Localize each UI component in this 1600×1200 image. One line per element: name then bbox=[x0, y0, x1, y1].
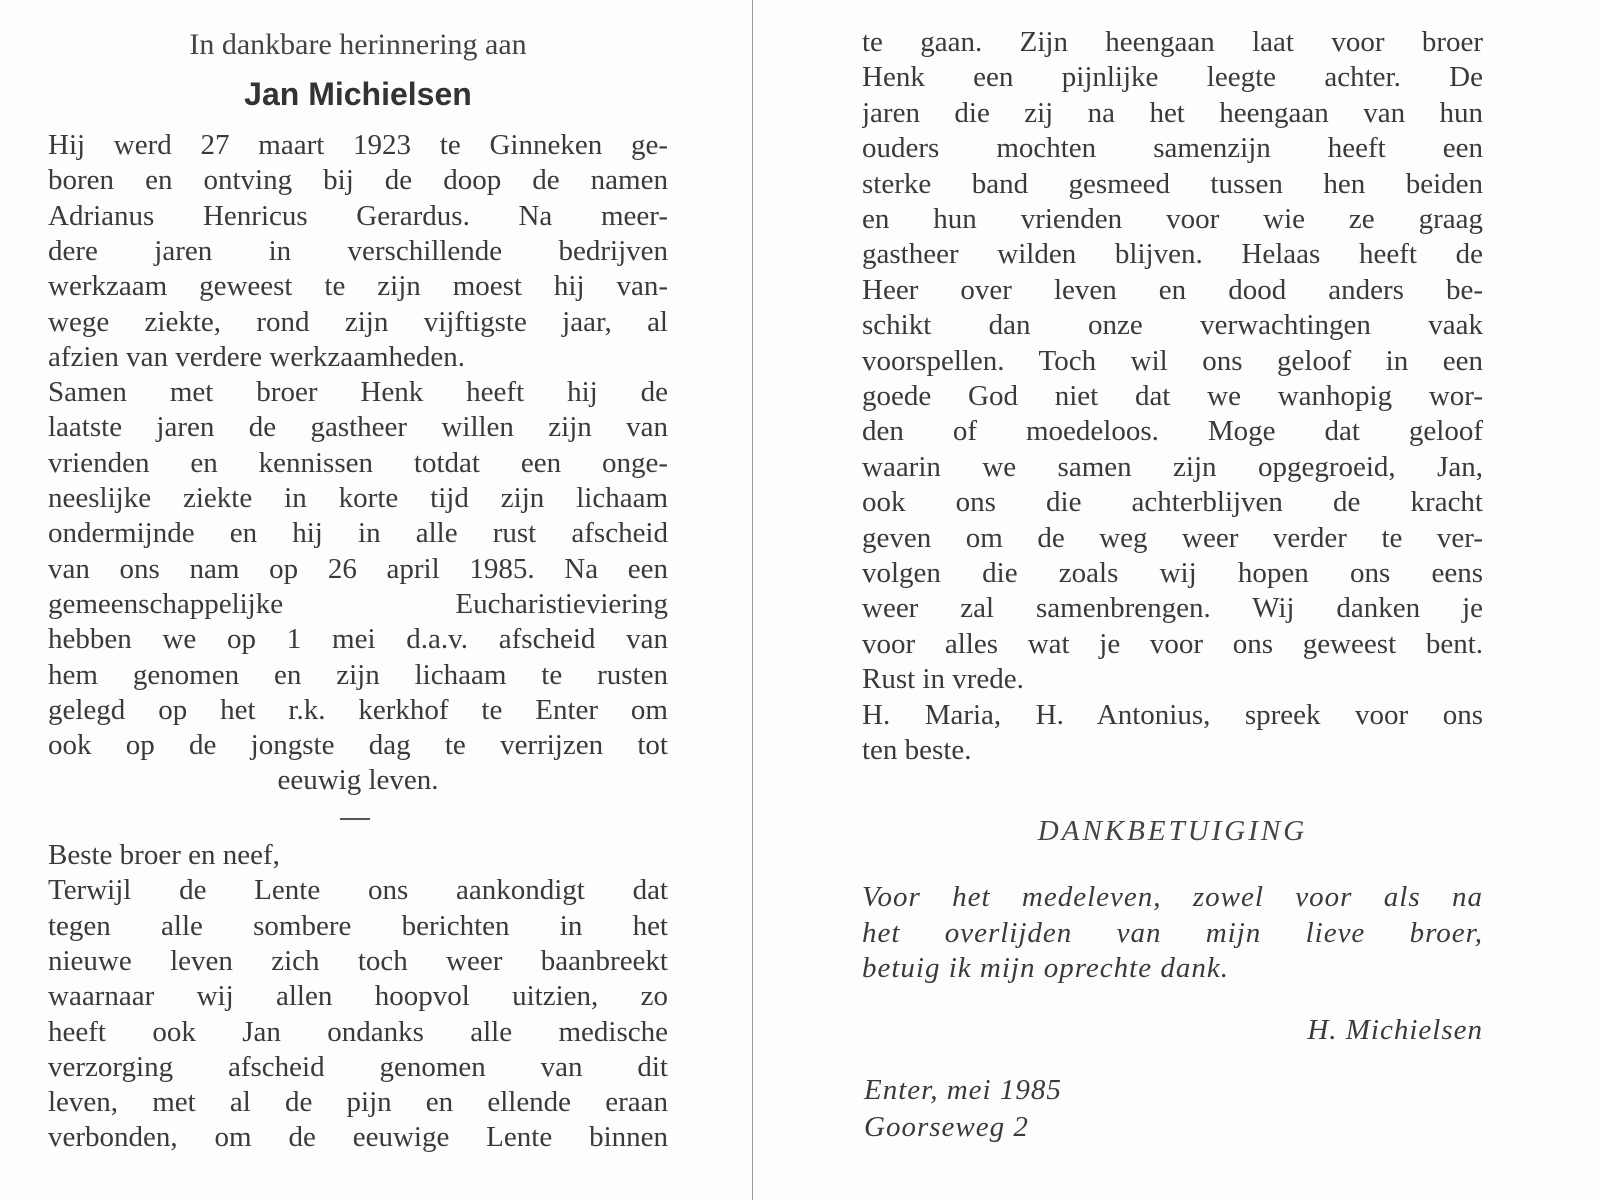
letter-line: volgen die zoals wij hopen ons eens bbox=[862, 557, 1483, 589]
address: Goorseweg 2 bbox=[864, 1111, 1029, 1143]
letter-line: Rust in vrede. bbox=[862, 663, 1024, 696]
thanks-line: het overlijden van mijn lieve broer, bbox=[862, 916, 1483, 949]
column-divider bbox=[752, 0, 753, 1200]
letter-line: verzorging afscheid genomen van dit bbox=[48, 1050, 668, 1083]
letter-line: nieuwe leven zich toch weer baanbreekt bbox=[48, 944, 668, 977]
thanks-heading: DANKBETUIGING bbox=[1037, 815, 1308, 847]
letter-line: heeft ook Jan ondanks alle medische bbox=[48, 1015, 668, 1048]
bio-line: vrienden en kennissen totdat een onge- bbox=[48, 446, 668, 479]
bio-line: ondermijnde en hij in alle rust afscheid bbox=[48, 517, 668, 550]
bio-line: van ons nam op 26 april 1985. Na een bbox=[48, 552, 668, 585]
bio-line: wege ziekte, rond zijn vijftigste jaar, al bbox=[48, 305, 668, 338]
letter-line: tegen alle sombere berichten in het bbox=[48, 909, 668, 942]
place-date: Enter, mei 1985 bbox=[864, 1074, 1062, 1106]
bio-line: Samen met broer Henk heeft hij de bbox=[48, 376, 668, 409]
bio-line: afzien van verdere werkzaamheden. bbox=[48, 340, 466, 373]
bio-line: werkzaam geweest te zijn moest hij van- bbox=[48, 270, 668, 303]
letter-line: gastheer wilden blijven. Helaas heeft de bbox=[862, 238, 1483, 271]
letter-line: jaren die zij na het heengaan van hun bbox=[862, 96, 1483, 129]
letter-line: H. Maria, H. Antonius, spreek voor ons bbox=[862, 698, 1483, 731]
bio-line: neeslijke ziekte in korte tijd zijn lichaam bbox=[48, 482, 668, 514]
letter-line: Terwijl de Lente ons aankondigt dat bbox=[48, 874, 668, 907]
letter-line: leven, met al de pijn en ellende eraan bbox=[48, 1086, 668, 1119]
letter-line: ten beste. bbox=[862, 734, 972, 766]
letter-line: Heer over leven en dood anders be- bbox=[862, 273, 1483, 306]
deceased-name: Jan Michielsen bbox=[244, 76, 472, 112]
letter-line: weer zal samenbrengen. Wij danken je bbox=[862, 592, 1483, 625]
letter-line: Henk een pijnlijke leegte achter. De bbox=[862, 61, 1483, 94]
bio-line: Hij werd 27 maart 1923 te Ginneken ge- bbox=[48, 129, 668, 161]
letter-line: waarnaar wij allen hoopvol uitzien, zo bbox=[48, 980, 668, 1013]
letter-line: geven om de weg weer verder te ver- bbox=[862, 521, 1483, 554]
letter-line: waarin we samen zijn opgegroeid, Jan, bbox=[862, 450, 1483, 483]
card-title: In dankbare herinnering aan bbox=[189, 28, 527, 61]
letter-line: en hun vrienden voor wie ze graag bbox=[862, 203, 1483, 235]
bio-line: eeuwig leven. bbox=[277, 764, 439, 796]
letter-line: goede God niet dat we wanhopig wor- bbox=[862, 380, 1483, 412]
thanks-line: Voor het medeleven, zowel voor als na bbox=[862, 881, 1483, 913]
bio-line: boren en ontving bij de doop de namen bbox=[48, 164, 668, 197]
letter-line: verbonden, om de eeuwige Lente binnen bbox=[48, 1121, 668, 1154]
bio-line: gelegd op het r.k. kerkhof te Enter om bbox=[48, 693, 668, 726]
letter-line: te gaan. Zijn heengaan laat voor broer bbox=[862, 26, 1483, 58]
letter-line: voorspellen. Toch wil ons geloof in een bbox=[862, 344, 1483, 377]
bio-line: Adrianus Henricus Gerardus. Na meer- bbox=[48, 199, 668, 232]
thanks-line: betuig ik mijn oprechte dank. bbox=[862, 952, 1229, 984]
bio-line: hebben we op 1 mei d.a.v. afscheid van bbox=[48, 623, 668, 656]
signature: H. Michielsen bbox=[1307, 1014, 1483, 1046]
letter-line: ook ons die achterblijven de kracht bbox=[862, 486, 1483, 519]
bio-line: ook op de jongste dag te verrijzen tot bbox=[48, 729, 668, 762]
bio-line: laatste jaren de gastheer willen zijn van bbox=[48, 411, 668, 444]
letter-line: sterke band gesmeed tussen hen beiden bbox=[862, 167, 1483, 200]
letter-line: Beste broer en neef, bbox=[48, 839, 280, 871]
bio-line: hem genomen en zijn lichaam te rusten bbox=[48, 658, 668, 691]
bio-line: gemeenschappelijke Eucharistieviering bbox=[48, 587, 668, 620]
letter-line: schikt dan onze verwachtingen vaak bbox=[862, 309, 1483, 342]
letter-line: ouders mochten samenzijn heeft een bbox=[862, 132, 1483, 165]
letter-line: den of moedeloos. Moge dat geloof bbox=[862, 415, 1483, 448]
letter-line: voor alles wat je voor ons geweest bent. bbox=[862, 627, 1483, 660]
bio-line: dere jaren in verschillende bedrijven bbox=[48, 234, 668, 267]
separator-dash bbox=[340, 818, 370, 820]
